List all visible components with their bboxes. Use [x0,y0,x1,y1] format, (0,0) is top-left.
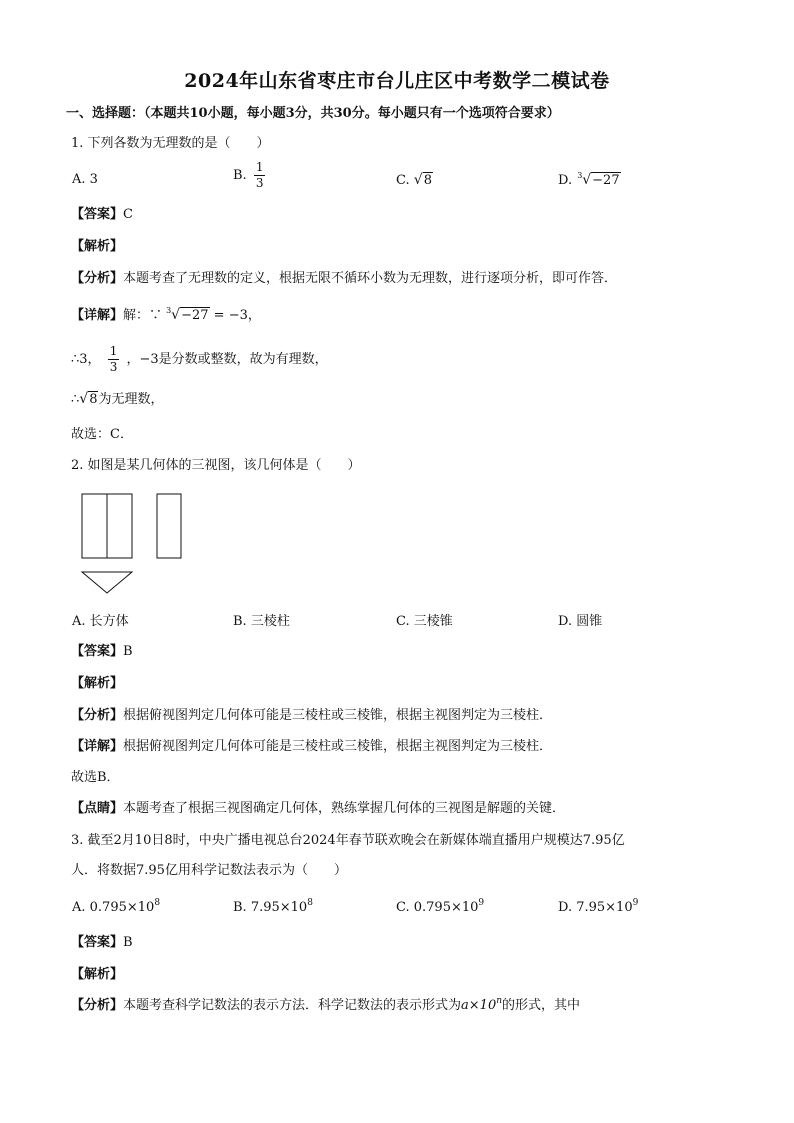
q2-answer [71,642,133,662]
q1-fenxi [71,269,617,289]
option-text: C. 0.795×10 [396,900,479,915]
detail-tag: 【详解】 [71,739,124,754]
line2-prefix: ∴3， [71,352,101,367]
fraction-denominator: 3 [255,176,264,190]
q1-option-d [558,170,621,191]
fraction-numerator: 1 [109,344,118,358]
q1-option-b-label: B. [233,168,247,183]
q1-stem: 1. 下列各数为无理数的是（ ） [71,136,270,151]
detail-text: 根据俯视图判定几何体可能是三棱柱或三棱锥，根据主视图判定为三棱柱． [123,739,553,754]
answer-tag: 【答案】 [71,644,124,659]
answer-value: C [123,207,133,222]
radicand: −27 [181,308,209,323]
fraction [108,344,120,375]
analysis-tag: 【解析】 [71,967,124,982]
section-header: 一、选择题：（本题共10小题，每小题3分，共30分。每小题只有一个选项符合要求） [66,106,560,121]
q2-detail [71,737,552,757]
q1-answer [71,205,133,225]
q1-conclusion: 故选：C． [71,427,133,442]
q3-fenxi [71,996,580,1016]
cube-root-symbol: 3 √−27 [171,305,209,326]
fenxi-text: 本题考查科学记数法的表示方法．科学记数法的表示形式为 [123,998,462,1013]
q2-dianjing [71,799,565,819]
fenxi-text: 根据俯视图判定几何体可能是三棱柱或三棱锥，根据主视图判定为三棱柱． [123,708,553,723]
fenxi-suffix: 的形式，其中 [502,998,581,1013]
line3-prefix: ∴ [71,392,80,407]
exponent: 8 [307,898,313,908]
option-text: B. 7.95×10 [233,900,308,915]
q3-stem-line1: 3. 截至2月10日8时，中央广播电视总台2024年春节联欢晚会在新媒体端直播用户规模达7.95亿 [71,833,625,848]
line3-suffix: 为无理数， [98,392,164,407]
side-view [157,494,181,558]
q1-option-b-fraction [254,160,266,191]
dianjing-text: 本题考查了根据三视图确定几何体，熟练掌握几何体的三视图是解题的关键． [123,801,566,816]
answer-tag: 【答案】 [71,207,124,222]
formula: a×10 [461,998,497,1013]
answer-value: B [123,935,133,950]
fenxi-text: 本题考查了无理数的定义，根据无限不循环小数为无理数，进行逐项分析，即可作答． [123,271,618,286]
exponent: 9 [478,898,485,908]
q2-option-a: A. 长方体 [72,614,129,629]
q1-detail [71,305,261,326]
fenxi-tag: 【分析】 [71,271,124,286]
q3-option-d [558,898,638,918]
fraction-numerator: 1 [255,160,264,174]
q1-option-a: A. 3 [72,172,98,187]
q3-stem-line2: 人．将数据7.95亿用科学记数法表示为（ ） [71,863,347,878]
cube-root-symbol: 3 √−27 [582,170,620,191]
fenxi-tag: 【分析】 [71,998,124,1013]
analysis-tag: 【解析】 [71,676,124,691]
radicand: −27 [592,173,620,188]
sqrt-symbol: √8 [413,172,432,188]
sqrt-symbol: √8 [79,391,98,407]
answer-tag: 【答案】 [71,935,124,950]
detail-tag: 【详解】 [71,308,124,323]
fraction-denominator: 3 [109,360,118,374]
radicand: 8 [89,392,98,407]
fenxi-tag: 【分析】 [71,708,124,723]
q2-option-b: B. 三棱柱 [233,614,290,629]
dianjing-tag: 【点睛】 [71,801,124,816]
q3-option-b [233,898,313,918]
analysis-tag: 【解析】 [71,239,124,254]
exponent: 9 [632,898,639,908]
q3-option-a [72,898,160,918]
root-index: 3 [166,306,172,315]
q2-option-c: C. 三棱锥 [396,614,453,629]
q3-answer [71,933,133,953]
q1-option-d-label: D. [558,173,573,188]
exponent: 8 [154,898,161,908]
q2-conclusion: 故选B． [71,770,120,785]
q3-analysis-tag [71,965,123,985]
q1-option-c-label: C. [396,173,410,188]
answer-value: B [123,644,133,659]
q2-fenxi [71,706,552,726]
line2-suffix: ，−3是分数或整数，故为有理数， [126,352,328,367]
detail-suffix: = −3， [213,308,261,323]
page-title: 2024年山东省枣庄市台儿庄区中考数学二模试卷 [184,70,610,92]
q1-option-b [233,160,268,191]
q2-option-d: D. 圆锥 [558,614,603,629]
q3-option-c [396,898,484,918]
q1-line3 [71,389,164,410]
q2-stem: 2. 如图是某几何体的三视图，该几何体是（ ） [71,458,361,473]
option-text: A. 0.795×10 [72,900,155,915]
option-text: D. 7.95×10 [558,900,633,915]
q1-analysis-tag [71,237,123,257]
radicand: 8 [423,173,432,188]
exponent: n [496,996,503,1006]
root-index: 3 [577,171,583,180]
q1-option-c [396,170,433,191]
detail-prefix: 解：∵ [123,308,163,323]
q1-line2 [71,344,328,375]
top-view-triangle [82,572,132,593]
q2-analysis-tag [71,674,123,694]
three-view-figure [80,492,190,598]
